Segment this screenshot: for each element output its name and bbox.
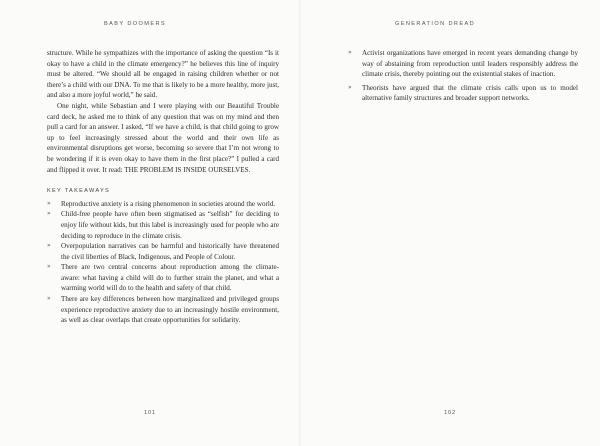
key-takeaways-list-continued: [348, 48, 578, 104]
bullet-chevron-icon: »: [47, 199, 51, 207]
bullet-chevron-icon: »: [348, 83, 352, 91]
bullet-chevron-icon: »: [47, 295, 51, 303]
takeaway-item: » Overpopulation narratives can be harmful and historically have threatened the civil liberties of Black, Indigenous, and People of Colour.: [47, 242, 279, 261]
right-page: [300, 0, 600, 446]
bullet-chevron-icon: »: [47, 263, 51, 271]
takeaway-item: » Reproductive anxiety is a rising phenomenon in societies around the world.: [47, 199, 276, 208]
bullet-chevron-icon: »: [348, 49, 352, 56]
takeaway-item: » There are key differences between how marginalized and privileged groups experience reproductive anxiety due to an increasingly hostile environment, as well as clear overlaps that create opportunities for solidarity.: [47, 295, 279, 325]
bullet-chevron-icon: »: [47, 210, 51, 218]
page-number-right: 102: [444, 410, 456, 416]
bullet-chevron-icon: »: [47, 242, 51, 250]
key-takeaways-list: [47, 199, 279, 326]
body-paragraph: structure. While he sympathizes with the importance of asking the question “Is it okay to have a child in the climate emergency?” he believes this line of inquiry must be altered. “We should all be engaged in raising children whether or not there’s a child with our DNA. To me that is likely to be a more healthy, more just, and also a more joyful world,” he said.: [47, 49, 279, 100]
takeaway-item: » Theorists have argued that the climate crisis calls upon us to model alternative family structures and broader support networks.: [348, 83, 578, 103]
takeaway-item: » There are two central concerns about reproduction among the climate-aware: what having a child will do to further strain the planet, and what a warming world will do to the health and safety of that child.: [47, 263, 279, 293]
running-head-left: BABY DOOMERS: [103, 21, 167, 27]
page-number-left: 101: [144, 410, 156, 416]
takeaway-item: » Activist organizations have emerged in recent years demanding change by way of abstaining from reproduction until leaders responsibly address the climate crisis, thereby pointing out the existential stakes of inaction.: [348, 49, 578, 79]
body-paragraph: One night, while Sebastian and I were playing with our Beautiful Trouble card deck, he asked me to think of any question that was on my mind and then pull a card for an answer. I asked, “If we have a child, is that child going to grow up to feel increasingly stressed about the world and their own life as environmental disruptions get worse, becoming so severe that I’m not wrong to be wondering if it is even okay to have them in the first place?” I pulled a card and flipped it over. It read: THE PROBLEM IS INSIDE OURSELVES.: [47, 101, 279, 174]
left-page-body: [47, 48, 279, 326]
takeaway-item: » Child-free people have often been stigmatised as “selfish” for deciding to enjoy life without kids, but this label is increasingly used for people who are deciding to reproduce in the climate crisis.: [47, 210, 279, 240]
right-page-body: [348, 48, 578, 107]
key-takeaways-heading: KEY TAKEAWAYS: [47, 188, 111, 195]
running-head-right: GENERATION DREAD: [394, 21, 476, 27]
